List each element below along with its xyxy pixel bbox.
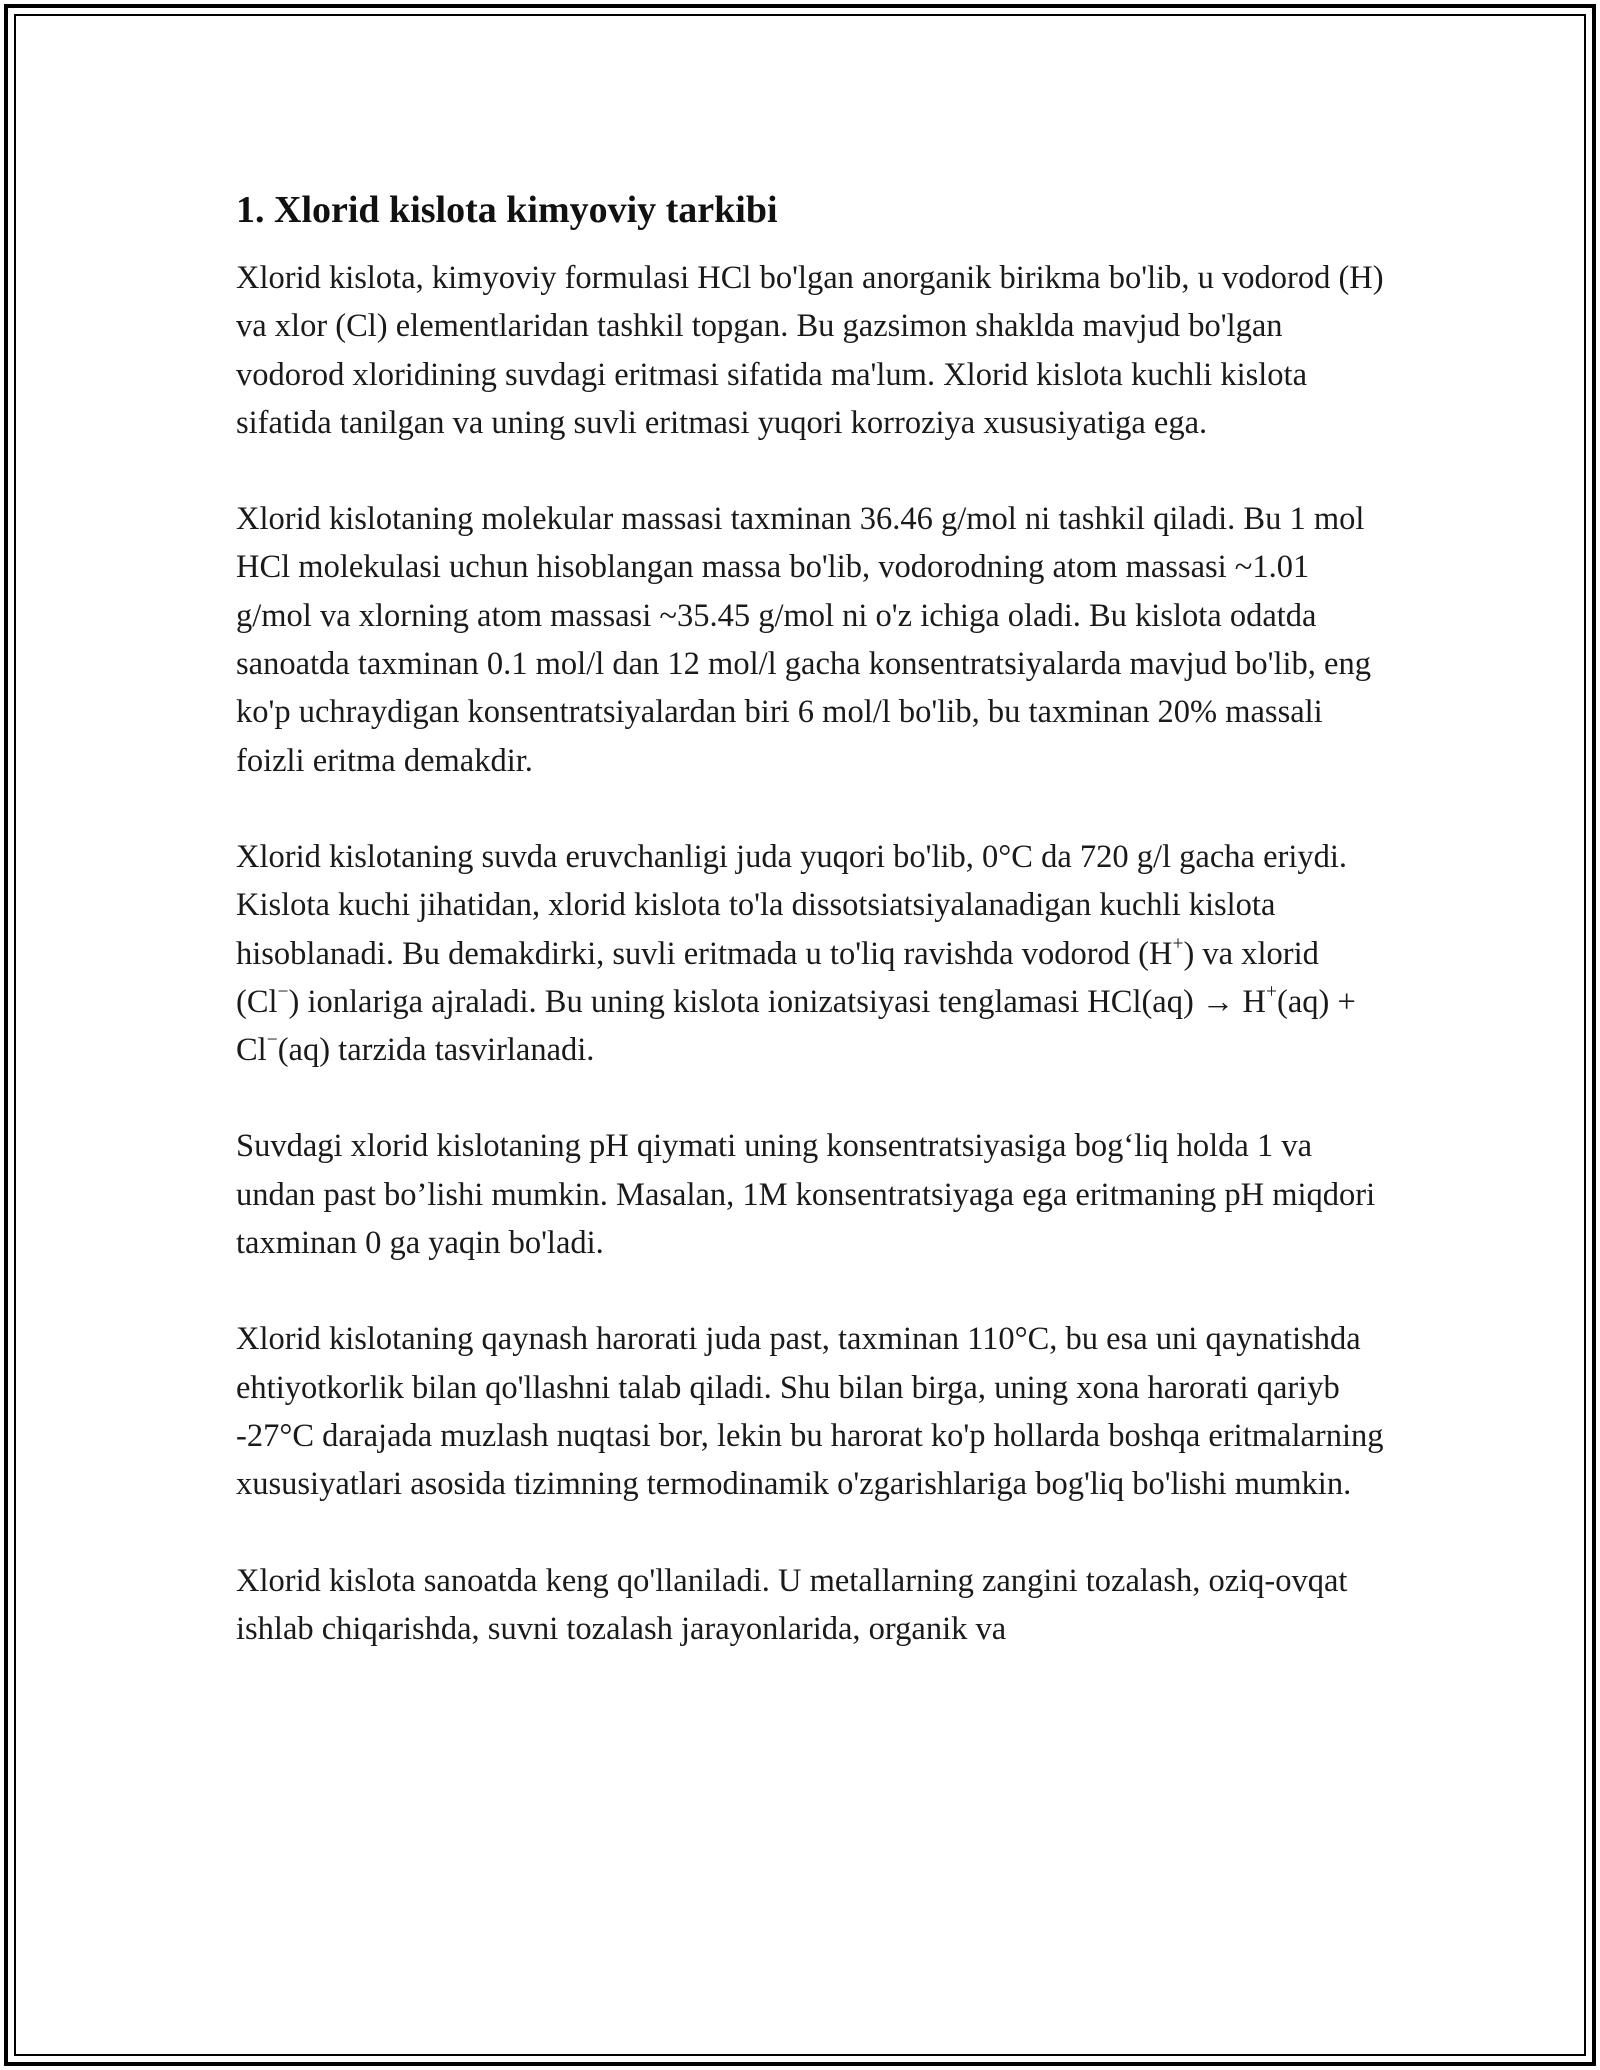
paragraph-ph: Suvdagi xlorid kislotaning pH qiymati uning konsentratsiyasiga bog‘liq holda 1 va undan past bo’lishi mumkin. Masalan, 1M konsentratsiyaga ega eritmaning pH miqdori taxminan 0 ga yaqin bo'ladi. <box>236 1128 1376 1262</box>
text-segment: ) va xlorid (Cl <box>236 935 1319 1020</box>
paragraph-composition: Xlorid kislota, kimyoviy formulasi HCl bo'lgan anorganik birikma bo'lib, u vodorod (H) va xlor (Cl) elementlaridan tashkil topgan. Bu gazsimon shaklda mavjud bo'lgan vodorod xloridining suvdagi eritmasi sifatida ma'lum. Xlorid kislota kuchli kislota sifatida tanilgan va uning suvli eritmasi yuqori korroziya xususiyatiga ega. <box>236 260 1384 441</box>
text-segment: (aq) + Cl <box>236 983 1356 1069</box>
text-segment: (aq) tarzida tasvirlanadi. <box>277 1032 595 1069</box>
paragraph-solubility-ionization <box>236 833 1386 1074</box>
paragraph-molecular-mass: Xlorid kislotaning molekular massasi taxminan 36.46 g/mol ni tashkil qiladi. Bu 1 mol HCl molekulasi uchun hisoblangan massa bo'lib, vodorodning atom massasi ~1.01 g/mol va xlorning atom massasi ~35.45 g/mol ni o'z ichiga oladi. Bu kislota odatda sanoatda taxminan 0.1 mol/l dan 12 mol/l gacha konsentratsiyalarda mavjud bo'lib, eng ko'p uchraydigan konsentratsiyalardan biri 6 mol/l bo'lib, bu taxminan 20% massali foizli eritma demakdir. <box>236 501 1371 779</box>
superscript-minus: − <box>266 1029 278 1051</box>
paragraph-boiling-point: Xlorid kislotaning qaynash harorati juda past, taxminan 110°C, bu esa uni qaynatishda ehtiyotkorlik bilan qo'llashni talab qiladi. Shu bilan birga, uning xona harorati qariyb -27°C darajada muzlash nuqtasi bor, lekin bu harorat ko'p hollarda boshqa eritmalarning xususiyatlari asosida tizimning termodinamik o'zgarishlariga bog'liq bo'lishi mumkin. <box>236 1321 1384 1503</box>
superscript-plus: + <box>1172 932 1184 954</box>
superscript-plus: + <box>1266 981 1278 1003</box>
text-segment: Xlorid kislotaning suvda eruvchanligi juda yuqori bo'lib, 0°C da 720 g/l gacha eriydi. Kislota kuchi jihatidan, xlorid kislota to'la dissotsiatsiyalanadigan kuchli kislota hisoblanadi. Bu demakdirki, suvli eritmada u to'liq ravishda vodorod (H <box>236 838 1348 972</box>
document-body <box>236 186 1386 1701</box>
paragraph-industrial-use: Xlorid kislota sanoatda keng qo'llaniladi. U metallarning zangini tozalash, oziq-ovqat ishlab chiqarishda, suvni tozalash jarayonlarida, organik va <box>236 1562 1348 1647</box>
text-segment: ) ionlariga ajraladi. Bu uning kislota ionizatsiyasi tenglamasi HCl(aq) → H <box>288 983 1267 1020</box>
superscript-minus: − <box>277 981 289 1003</box>
section-heading: 1. Xlorid kislota kimyoviy tarkibi <box>236 189 778 231</box>
